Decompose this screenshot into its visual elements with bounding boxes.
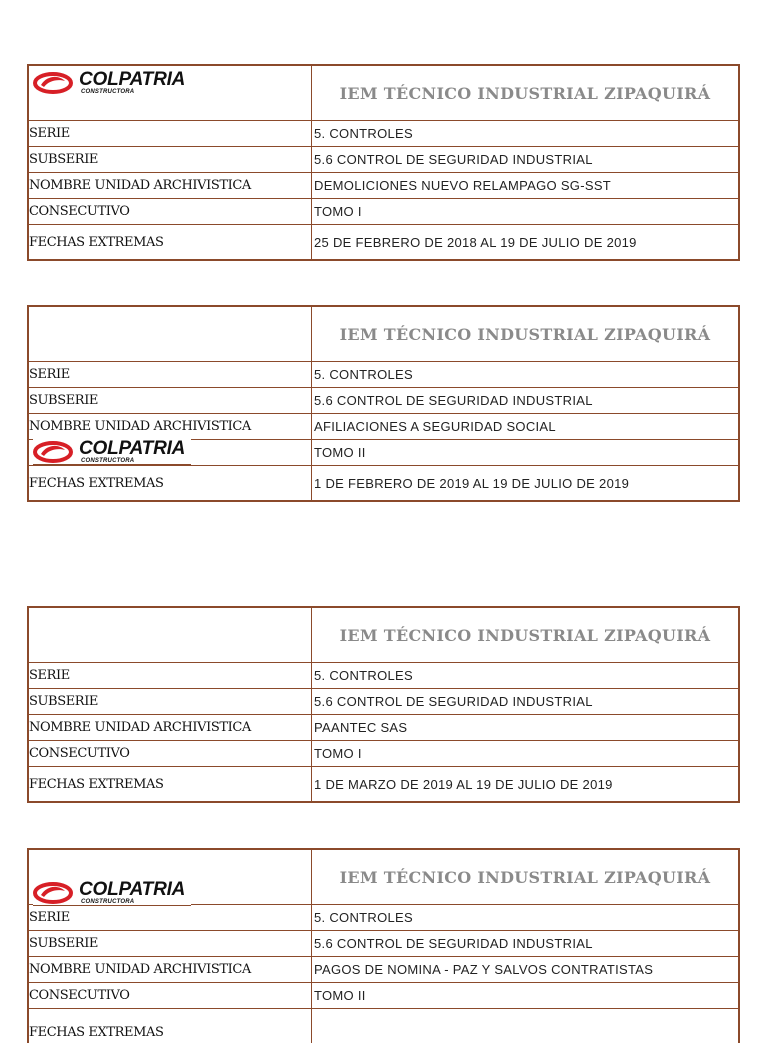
- column-divider: [311, 225, 312, 259]
- column-divider: [311, 1009, 312, 1043]
- colpatria-logo: [33, 439, 191, 465]
- row-value: [314, 1009, 734, 1043]
- row-value: 1 DE MARZO DE 2019 AL 19 DE JULIO DE 2019: [314, 776, 613, 792]
- row-serie: [29, 362, 738, 388]
- row-value: DEMOLICIONES NUEVO RELAMPAGO SG-SST: [314, 178, 612, 193]
- row-value: TOMO II: [314, 988, 366, 1003]
- colpatria-swirl-icon: [33, 71, 75, 95]
- row-value: 5.6 CONTROL DE SEGURIDAD INDUSTRIAL: [314, 152, 593, 167]
- column-divider: [311, 173, 312, 198]
- row-label: NOMBRE UNIDAD ARCHIVISTICA: [29, 962, 251, 977]
- archive-label-card: [27, 305, 740, 502]
- row-value: TOMO I: [314, 204, 362, 219]
- row-label: CONSECUTIVO: [29, 746, 130, 761]
- row-label: SERIE: [29, 367, 70, 382]
- colpatria-swirl-icon: [33, 440, 75, 464]
- row-nombre-unidad: [29, 414, 738, 440]
- row-serie: [29, 663, 738, 689]
- column-divider: [311, 931, 312, 956]
- row-value: 5.6 CONTROL DE SEGURIDAD INDUSTRIAL: [314, 694, 593, 709]
- row-value: 1 DE FEBRERO DE 2019 AL 19 DE JULIO DE 2019: [314, 475, 630, 491]
- row-label: SERIE: [29, 126, 70, 141]
- row-label: FECHAS EXTREMAS: [29, 234, 164, 250]
- row-value: 25 DE FEBRERO DE 2018 AL 19 DE JULIO DE 2019: [314, 234, 637, 250]
- card-title: IEM TÉCNICO INDUSTRIAL ZIPAQUIRÁ: [339, 83, 711, 103]
- row-label: NOMBRE UNIDAD ARCHIVISTICA: [29, 720, 251, 735]
- row-subserie: [29, 388, 738, 414]
- colpatria-swirl-icon: [33, 881, 75, 905]
- row-fechas-extremas: [29, 1009, 738, 1043]
- row-label: FECHAS EXTREMAS: [29, 776, 164, 792]
- card-title: IEM TÉCNICO INDUSTRIAL ZIPAQUIRÁ: [339, 324, 711, 344]
- row-value: AFILIACIONES A SEGURIDAD SOCIAL: [314, 419, 556, 434]
- column-divider: [311, 905, 312, 930]
- row-label: SUBSERIE: [29, 152, 99, 167]
- column-divider: [311, 199, 312, 224]
- archive-label-card: [27, 848, 740, 1043]
- column-divider: [311, 414, 312, 439]
- row-value: TOMO I: [314, 746, 362, 761]
- logo-sub: CONSTRUCTORA: [81, 899, 135, 905]
- row-label: CONSECUTIVO: [29, 988, 130, 1003]
- row-value: PAGOS DE NOMINA - PAZ Y SALVOS CONTRATISTAS: [314, 962, 654, 977]
- row-fechas-extremas: [29, 466, 738, 500]
- logo-wordmark: [79, 880, 185, 905]
- row-label: SUBSERIE: [29, 393, 99, 408]
- row-label: CONSECUTIVO: [29, 204, 130, 219]
- row-value: PAANTEC SAS: [314, 720, 408, 735]
- column-divider: [311, 663, 312, 688]
- row-label: FECHAS EXTREMAS: [29, 1025, 164, 1040]
- logo-name: COLPATRIA: [79, 438, 186, 459]
- column-divider: [311, 121, 312, 146]
- row-serie: [29, 905, 738, 931]
- logo-wordmark: [79, 439, 185, 464]
- card-header: [29, 307, 738, 362]
- column-divider: [311, 715, 312, 740]
- row-fechas-extremas: [29, 225, 738, 259]
- logo-name: COLPATRIA: [79, 879, 186, 900]
- row-fechas-extremas: [29, 767, 738, 801]
- colpatria-logo: [33, 70, 191, 95]
- row-subserie: [29, 689, 738, 715]
- logo-sub: CONSTRUCTORA: [81, 89, 135, 95]
- row-value: 5. CONTROLES: [314, 668, 413, 683]
- card-title: IEM TÉCNICO INDUSTRIAL ZIPAQUIRÁ: [339, 625, 711, 645]
- row-value: TOMO II: [314, 445, 366, 460]
- colpatria-logo: [33, 880, 191, 906]
- column-divider: [311, 767, 312, 801]
- row-label: FECHAS EXTREMAS: [29, 475, 164, 491]
- archive-label-card: [27, 606, 740, 803]
- logo-sub: CONSTRUCTORA: [81, 458, 135, 464]
- column-divider: [311, 440, 312, 465]
- row-value: 5. CONTROLES: [314, 126, 413, 141]
- column-divider: [311, 147, 312, 172]
- row-nombre-unidad: [29, 715, 738, 741]
- logo-wordmark: [79, 70, 185, 95]
- row-value: 5. CONTROLES: [314, 910, 413, 925]
- row-consecutivo: [29, 741, 738, 767]
- row-label: SERIE: [29, 910, 70, 925]
- row-nombre-unidad: [29, 957, 738, 983]
- column-divider: [311, 388, 312, 413]
- column-divider: [311, 466, 312, 500]
- card-header: [29, 608, 738, 663]
- row-consecutivo: [29, 983, 738, 1009]
- row-value: 5.6 CONTROL DE SEGURIDAD INDUSTRIAL: [314, 393, 593, 408]
- row-label: SUBSERIE: [29, 936, 99, 951]
- column-divider: [311, 362, 312, 387]
- row-subserie: [29, 147, 738, 173]
- row-label: NOMBRE UNIDAD ARCHIVISTICA: [29, 419, 251, 434]
- row-consecutivo: [29, 199, 738, 225]
- row-subserie: [29, 931, 738, 957]
- column-divider: [311, 741, 312, 766]
- column-divider: [311, 983, 312, 1008]
- row-value: 5. CONTROLES: [314, 367, 413, 382]
- logo-name: COLPATRIA: [79, 69, 186, 90]
- row-label: NOMBRE UNIDAD ARCHIVISTICA: [29, 178, 251, 193]
- row-value: 5.6 CONTROL DE SEGURIDAD INDUSTRIAL: [314, 936, 593, 951]
- column-divider: [311, 689, 312, 714]
- row-nombre-unidad: [29, 173, 738, 199]
- row-label: SERIE: [29, 668, 70, 683]
- row-label: SUBSERIE: [29, 694, 99, 709]
- column-divider: [311, 957, 312, 982]
- card-title: IEM TÉCNICO INDUSTRIAL ZIPAQUIRÁ: [339, 867, 711, 887]
- row-serie: [29, 121, 738, 147]
